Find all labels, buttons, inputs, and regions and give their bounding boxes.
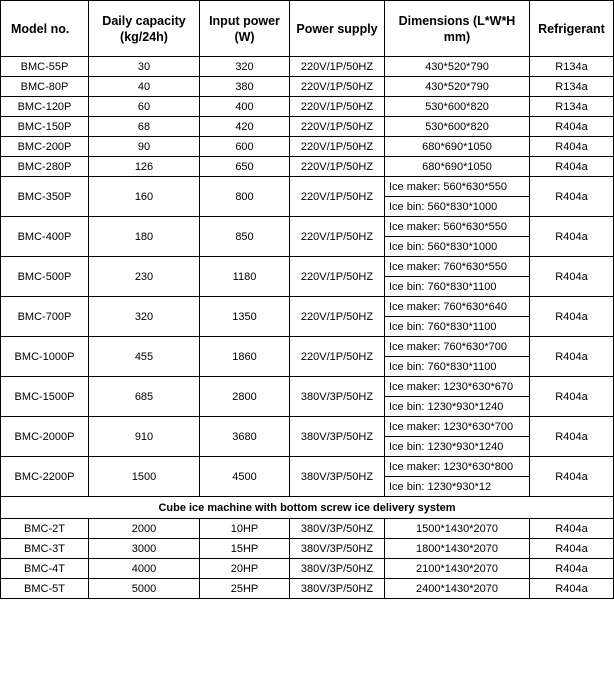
table-row: [1, 559, 614, 579]
capacity-cell: 126: [89, 157, 200, 177]
dimensions-cell: Ice bin: 1230*930*1240: [385, 437, 530, 457]
dimensions-cell: Ice bin: 1230*930*12: [385, 477, 530, 497]
supply-cell: 380V/3P/50HZ: [290, 579, 385, 599]
dimensions-cell: Ice bin: 760*830*1100: [385, 357, 530, 377]
supply-cell: 380V/3P/50HZ: [290, 519, 385, 539]
power-cell: 850: [200, 217, 290, 257]
capacity-cell: 910: [89, 417, 200, 457]
refrigerant-cell: R404a: [530, 519, 614, 539]
refrigerant-cell: R404a: [530, 117, 614, 137]
supply-cell: 220V/1P/50HZ: [290, 57, 385, 77]
table-row: [1, 77, 614, 97]
table-row: [1, 337, 614, 357]
dimensions-cell: Ice maker: 1230*630*670: [385, 377, 530, 397]
capacity-cell: 60: [89, 97, 200, 117]
table-body: [1, 57, 614, 599]
dimensions-cell: Ice bin: 760*830*1100: [385, 317, 530, 337]
model-cell: BMC-120P: [1, 97, 89, 117]
supply-cell: 220V/1P/50HZ: [290, 257, 385, 297]
capacity-cell: 4000: [89, 559, 200, 579]
power-cell: 400: [200, 97, 290, 117]
refrigerant-cell: R404a: [530, 157, 614, 177]
dimensions-cell: 1500*1430*2070: [385, 519, 530, 539]
table-row: [1, 579, 614, 599]
refrigerant-cell: R134a: [530, 77, 614, 97]
refrigerant-cell: R134a: [530, 97, 614, 117]
capacity-cell: 3000: [89, 539, 200, 559]
model-cell: BMC-150P: [1, 117, 89, 137]
dimensions-cell: Ice maker: 1230*630*700: [385, 417, 530, 437]
supply-cell: 220V/1P/50HZ: [290, 77, 385, 97]
power-cell: 20HP: [200, 559, 290, 579]
dimensions-cell: Ice maker: 1230*630*800: [385, 457, 530, 477]
refrigerant-cell: R404a: [530, 417, 614, 457]
power-cell: 2800: [200, 377, 290, 417]
dimensions-cell: Ice maker: 560*630*550: [385, 217, 530, 237]
power-cell: 320: [200, 57, 290, 77]
model-cell: BMC-5T: [1, 579, 89, 599]
capacity-cell: 68: [89, 117, 200, 137]
supply-cell: 220V/1P/50HZ: [290, 177, 385, 217]
refrigerant-cell: R404a: [530, 457, 614, 497]
table-row: [1, 137, 614, 157]
dimensions-cell: Ice bin: 1230*930*1240: [385, 397, 530, 417]
dimensions-cell: 530*600*820: [385, 97, 530, 117]
dimensions-cell: 530*600*820: [385, 117, 530, 137]
supply-cell: 220V/1P/50HZ: [290, 117, 385, 137]
capacity-cell: 320: [89, 297, 200, 337]
dimensions-cell: 430*520*790: [385, 77, 530, 97]
model-cell: BMC-2T: [1, 519, 89, 539]
capacity-cell: 90: [89, 137, 200, 157]
capacity-cell: 5000: [89, 579, 200, 599]
refrigerant-cell: R404a: [530, 257, 614, 297]
power-cell: 1180: [200, 257, 290, 297]
capacity-cell: 455: [89, 337, 200, 377]
supply-cell: 380V/3P/50HZ: [290, 457, 385, 497]
power-cell: 420: [200, 117, 290, 137]
power-cell: 600: [200, 137, 290, 157]
model-cell: BMC-700P: [1, 297, 89, 337]
header-refrigerant: Refrigerant: [530, 1, 614, 57]
supply-cell: 220V/1P/50HZ: [290, 157, 385, 177]
refrigerant-cell: R404a: [530, 177, 614, 217]
model-cell: BMC-2200P: [1, 457, 89, 497]
refrigerant-cell: R404a: [530, 377, 614, 417]
refrigerant-cell: R404a: [530, 337, 614, 377]
model-cell: BMC-80P: [1, 77, 89, 97]
header-model: Model no.: [1, 1, 89, 57]
table-row: [1, 457, 614, 477]
refrigerant-cell: R404a: [530, 137, 614, 157]
model-cell: BMC-1500P: [1, 377, 89, 417]
model-cell: BMC-3T: [1, 539, 89, 559]
table-row: [1, 519, 614, 539]
model-cell: BMC-500P: [1, 257, 89, 297]
refrigerant-cell: R404a: [530, 217, 614, 257]
power-cell: 25HP: [200, 579, 290, 599]
dimensions-cell: Ice bin: 560*830*1000: [385, 237, 530, 257]
capacity-cell: 1500: [89, 457, 200, 497]
table-row: [1, 97, 614, 117]
capacity-cell: 2000: [89, 519, 200, 539]
supply-cell: 220V/1P/50HZ: [290, 297, 385, 337]
capacity-cell: 40: [89, 77, 200, 97]
model-cell: BMC-4T: [1, 559, 89, 579]
dimensions-cell: 1800*1430*2070: [385, 539, 530, 559]
header-dimensions: Dimensions (L*W*H mm): [385, 1, 530, 57]
header-power: Input power (W): [200, 1, 290, 57]
supply-cell: 220V/1P/50HZ: [290, 97, 385, 117]
table-row: [1, 117, 614, 137]
dimensions-cell: Ice maker: 760*630*640: [385, 297, 530, 317]
supply-cell: 380V/3P/50HZ: [290, 559, 385, 579]
dimensions-cell: Ice maker: 760*630*700: [385, 337, 530, 357]
refrigerant-cell: R134a: [530, 57, 614, 77]
dimensions-cell: Ice maker: 560*630*550: [385, 177, 530, 197]
power-cell: 15HP: [200, 539, 290, 559]
table-row: [1, 377, 614, 397]
power-cell: 650: [200, 157, 290, 177]
section-title: Cube ice machine with bottom screw ice delivery system: [1, 497, 614, 519]
capacity-cell: 30: [89, 57, 200, 77]
power-cell: 800: [200, 177, 290, 217]
supply-cell: 220V/1P/50HZ: [290, 137, 385, 157]
dimensions-cell: 430*520*790: [385, 57, 530, 77]
refrigerant-cell: R404a: [530, 297, 614, 337]
power-cell: 3680: [200, 417, 290, 457]
refrigerant-cell: R404a: [530, 579, 614, 599]
table-row: [1, 297, 614, 317]
header-supply: Power supply: [290, 1, 385, 57]
power-cell: 380: [200, 77, 290, 97]
model-cell: BMC-350P: [1, 177, 89, 217]
dimensions-cell: 2400*1430*2070: [385, 579, 530, 599]
capacity-cell: 230: [89, 257, 200, 297]
table-row: [1, 539, 614, 559]
power-cell: 1860: [200, 337, 290, 377]
capacity-cell: 160: [89, 177, 200, 217]
dimensions-cell: 680*690*1050: [385, 137, 530, 157]
dimensions-cell: 680*690*1050: [385, 157, 530, 177]
header-row: [1, 1, 614, 57]
refrigerant-cell: R404a: [530, 539, 614, 559]
supply-cell: 380V/3P/50HZ: [290, 539, 385, 559]
dimensions-cell: Ice bin: 560*830*1000: [385, 197, 530, 217]
table-row: [1, 57, 614, 77]
dimensions-cell: 2100*1430*2070: [385, 559, 530, 579]
model-cell: BMC-280P: [1, 157, 89, 177]
power-cell: 1350: [200, 297, 290, 337]
table-row: [1, 217, 614, 237]
table-row: [1, 257, 614, 277]
model-cell: BMC-2000P: [1, 417, 89, 457]
capacity-cell: 685: [89, 377, 200, 417]
table-row: [1, 157, 614, 177]
model-cell: BMC-200P: [1, 137, 89, 157]
supply-cell: 220V/1P/50HZ: [290, 217, 385, 257]
model-cell: BMC-1000P: [1, 337, 89, 377]
supply-cell: 380V/3P/50HZ: [290, 417, 385, 457]
power-cell: 4500: [200, 457, 290, 497]
table-row: [1, 177, 614, 197]
header-capacity: Daily capacity (kg/24h): [89, 1, 200, 57]
refrigerant-cell: R404a: [530, 559, 614, 579]
model-cell: BMC-55P: [1, 57, 89, 77]
dimensions-cell: Ice maker: 760*630*550: [385, 257, 530, 277]
capacity-cell: 180: [89, 217, 200, 257]
model-cell: BMC-400P: [1, 217, 89, 257]
supply-cell: 380V/3P/50HZ: [290, 377, 385, 417]
supply-cell: 220V/1P/50HZ: [290, 337, 385, 377]
section-row: [1, 497, 614, 519]
dimensions-cell: Ice bin: 760*830*1100: [385, 277, 530, 297]
table-row: [1, 417, 614, 437]
power-cell: 10HP: [200, 519, 290, 539]
